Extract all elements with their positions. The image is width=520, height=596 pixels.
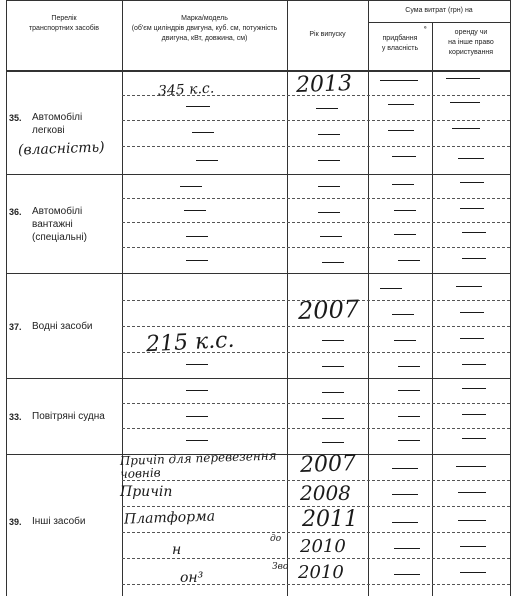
empty-mark: [186, 106, 210, 107]
empty-mark: [388, 104, 414, 105]
grid-line: [510, 0, 511, 596]
empty-mark: [184, 210, 206, 211]
empty-mark: [316, 108, 338, 109]
row-label: [32, 111, 82, 137]
grid-line: [6, 0, 510, 1]
header-year: Рік випуску: [309, 31, 346, 38]
empty-mark: [392, 494, 418, 495]
header-type-line1: Перелік: [51, 15, 77, 22]
header-model-line1: Марка/модель: [181, 15, 228, 22]
row-number: 39.: [9, 517, 22, 527]
handwritten-year: 2010: [300, 536, 346, 557]
header-rent-line3: користування: [448, 49, 494, 56]
empty-mark: [462, 232, 486, 233]
grid-line: [432, 22, 433, 596]
handwritten-model: Причіп для перевезення човнів: [119, 448, 277, 481]
row-label: [32, 515, 85, 528]
empty-mark: [398, 440, 420, 441]
header-sum: Сума витрат (грн) на: [405, 7, 473, 14]
empty-mark: [460, 182, 484, 183]
header-model: [122, 14, 287, 44]
empty-mark: [392, 314, 414, 315]
row-label-line: (спеціальні): [32, 232, 87, 243]
header-model-line3: двигуна, кВт, довжина, см): [161, 35, 248, 42]
handwritten-year: 2013: [295, 71, 353, 98]
empty-mark: [186, 364, 208, 365]
empty-mark: [458, 520, 486, 521]
row-label: [32, 410, 105, 423]
empty-mark: [394, 210, 416, 211]
empty-mark: [322, 442, 344, 443]
sub-row-line: [122, 428, 510, 429]
row-label-line: Автомобілі: [32, 206, 83, 217]
empty-mark: [318, 160, 340, 161]
handwritten-year: 2007: [299, 451, 357, 478]
row-label-line: Автомобілі: [32, 112, 83, 123]
empty-mark: [322, 366, 344, 367]
empty-mark: [392, 468, 418, 469]
empty-mark: [462, 364, 486, 365]
sub-row-line: [122, 326, 510, 327]
sub-row-line: [122, 222, 510, 223]
section-divider: [6, 378, 510, 379]
header-buy-mark: ⁶: [424, 26, 427, 32]
row-number: 36.: [9, 207, 22, 217]
header-buy-line2: у власність: [381, 45, 419, 52]
row-label-line: Водні засоби: [32, 321, 93, 332]
empty-mark: [186, 390, 208, 391]
empty-mark: [186, 416, 208, 417]
sub-row-line: [122, 120, 510, 121]
empty-mark: [392, 156, 416, 157]
empty-mark: [186, 260, 208, 261]
empty-mark: [452, 128, 480, 129]
row-label-line: вантажні: [32, 219, 73, 230]
grid-line: [6, 0, 7, 596]
row-number: 33.: [9, 412, 22, 422]
empty-mark: [394, 234, 416, 235]
empty-mark: [322, 262, 344, 263]
header-buy: [368, 34, 432, 54]
row-label-line: Повітряні судна: [32, 411, 105, 422]
row-number: 37.: [9, 322, 22, 332]
empty-mark: [456, 466, 486, 467]
empty-mark: [462, 388, 486, 389]
handwritten-year: 2011: [302, 507, 358, 532]
row-label-line: Інші засоби: [32, 516, 86, 527]
header-rent-line2: на інше право: [448, 39, 494, 46]
section-divider: [6, 174, 510, 175]
row-label-line: легкові: [32, 125, 65, 136]
empty-mark: [394, 340, 416, 341]
empty-mark: [460, 208, 484, 209]
handwritten-model: 345 к.с.: [157, 80, 215, 100]
empty-mark: [318, 134, 340, 135]
empty-mark: [322, 340, 344, 341]
empty-mark: [398, 260, 420, 261]
empty-mark: [458, 492, 486, 493]
empty-mark: [398, 416, 420, 417]
sub-row-line: [122, 403, 510, 404]
empty-mark: [392, 522, 418, 523]
empty-mark: [180, 186, 202, 187]
empty-mark: [392, 184, 414, 185]
header-buy-line1: придбання: [382, 35, 418, 42]
empty-mark: [380, 288, 402, 289]
empty-mark: [460, 546, 486, 547]
handwritten-model: 215 к.с.: [145, 327, 236, 358]
empty-mark: [458, 158, 484, 159]
empty-mark: [460, 572, 486, 573]
handwritten-mark: до: [270, 534, 282, 544]
header-model-line2: (об'єм циліндрів двигуна, куб. см, потужність: [131, 25, 278, 32]
empty-mark: [398, 390, 420, 391]
empty-mark: [462, 258, 486, 259]
empty-mark: [462, 438, 486, 439]
empty-mark: [460, 312, 484, 313]
empty-mark: [388, 130, 414, 131]
empty-mark: [460, 338, 484, 339]
empty-mark: [380, 80, 418, 81]
empty-mark: [320, 236, 342, 237]
header-type-line2: транспортних засобів: [28, 25, 100, 32]
grid-line: [6, 70, 510, 72]
handwritten-year: 2010: [298, 562, 344, 583]
empty-mark: [186, 236, 208, 237]
empty-mark: [450, 102, 480, 103]
sub-row-line: [122, 198, 510, 199]
empty-mark: [446, 78, 480, 79]
empty-mark: [196, 160, 218, 161]
sub-row-line: [122, 146, 510, 147]
sub-row-line: [122, 532, 510, 533]
empty-mark: [398, 366, 420, 367]
handwritten-note: (власність): [17, 139, 105, 159]
empty-mark: [394, 574, 420, 575]
handwritten-year: 2007: [297, 294, 360, 326]
sub-row-line: [122, 558, 510, 559]
handwritten-mark: Зво: [272, 562, 289, 572]
header-rent: [432, 28, 510, 58]
handwritten-model: он³: [180, 570, 204, 586]
row-label: [32, 320, 93, 333]
empty-mark: [318, 212, 340, 213]
empty-mark: [318, 186, 340, 187]
empty-mark: [192, 132, 214, 133]
handwritten-model: н: [172, 542, 182, 558]
grid-line: [368, 22, 510, 23]
header-rent-line1: оренду чи: [454, 29, 488, 36]
empty-mark: [186, 440, 208, 441]
empty-mark: [394, 548, 420, 549]
sub-row-line: [122, 247, 510, 248]
empty-mark: [456, 286, 482, 287]
handwritten-year: 2008: [300, 481, 351, 505]
empty-mark: [322, 392, 344, 393]
row-number: 35.: [9, 113, 22, 123]
row-label: [32, 205, 87, 244]
section-divider: [6, 273, 510, 274]
header-type: [6, 14, 122, 34]
empty-mark: [462, 414, 486, 415]
handwritten-model: Причіп: [120, 484, 173, 500]
handwritten-model: Платформа: [123, 508, 216, 528]
empty-mark: [322, 418, 344, 419]
